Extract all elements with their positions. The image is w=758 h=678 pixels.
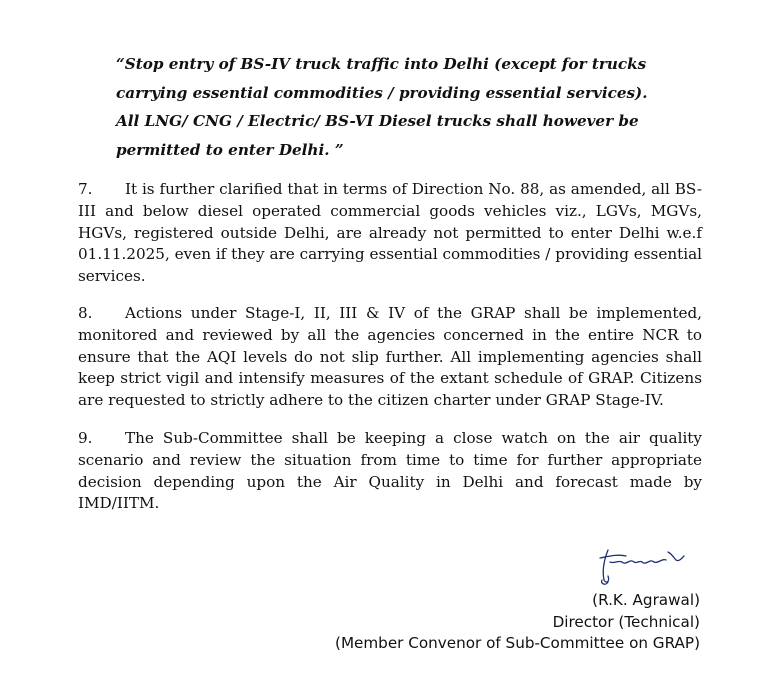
signature-block bbox=[335, 590, 700, 655]
signatory-role: (Member Convenor of Sub-Committee on GRAP) bbox=[335, 634, 700, 653]
paragraph-text: Actions under Stage-I, II, III & IV of the GRAP shall be implemented, monitored and reviewed by all the agencies concerned in the entire NCR to ensure that the AQI levels do not slip further. All implementing agencies shall keep strict vigil and intensify measures of the extant schedule of GRAP. Citizens are requested to strictly adhere to the citizen charter under GRAP Stage-IV. bbox=[78, 304, 702, 410]
quote-line: carrying essential commodities / providing essential services). bbox=[116, 83, 648, 102]
signatory-name: (R.K. Agrawal) bbox=[592, 591, 700, 609]
paragraph-text: The Sub-Committee shall be keeping a close watch on the air quality scenario and review the situation from time to time for further appropriate decision depending upon the Air Quality in Delhi and forecast made by IMD/IITM. bbox=[78, 429, 702, 513]
quoted-direction bbox=[116, 50, 676, 164]
handwritten-signature bbox=[596, 540, 686, 588]
signatory-designation: Director (Technical) bbox=[552, 612, 700, 631]
paragraph-text: It is further clarified that in terms of Direction No. 88, as amended, all BS-III and below diesel operated commercial goods vehicles viz., LGVs, MGVs, HGVs, registered outside Delhi, are already not permitted to enter Delhi w.e.f 01.11.2025, even if they are carrying essential commodities / providing essential services. bbox=[78, 180, 702, 286]
quote-line: permitted to enter Delhi. ” bbox=[116, 140, 344, 159]
paragraph-9 bbox=[78, 428, 702, 515]
quote-line: All LNG/ CNG / Electric/ BS-VI Diesel trucks shall however be bbox=[116, 112, 639, 131]
paragraph-8 bbox=[78, 303, 702, 412]
quote-line: “Stop entry of BS-IV truck traffic into Delhi (except for trucks bbox=[116, 55, 647, 73]
paragraph-number: 7. bbox=[78, 180, 93, 198]
paragraph-7 bbox=[78, 179, 702, 288]
paragraph-number: 8. bbox=[78, 304, 93, 322]
paragraph-number: 9. bbox=[78, 429, 93, 447]
